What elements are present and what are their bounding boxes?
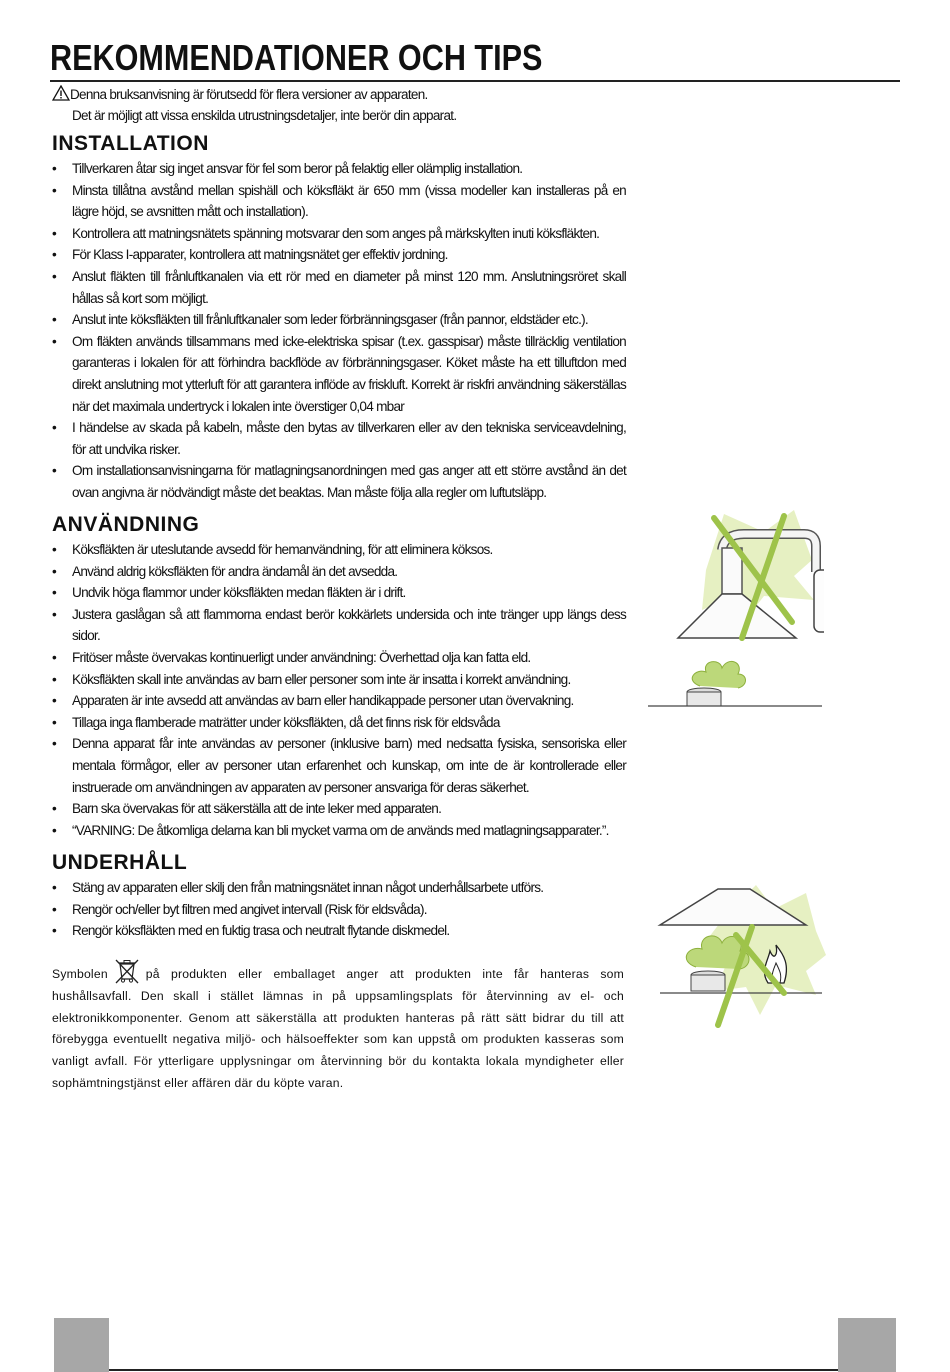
list-item: • Stäng av apparaten eller skilj den från matningsnätet innan något underhållsarbete utförs. (52, 877, 626, 899)
list-item: • “VARNING: De åtkomliga delarna kan bli mycket varma om de används med matlagningsapparater.”. (52, 820, 626, 842)
pot-shape (687, 692, 721, 706)
list-item: • Om installationsanvisningarna för matlagningsanordningen med gas anger att ett större avstånd än det ovan angivna är nödvändigt måste det beaktas. Man måste följa alla regler om luftutsläpp. (52, 460, 626, 503)
list-item: • Justera gaslågan så att flammorna endast berör kokkärlets undersida och inte tränger upp längs dess sidor. (52, 604, 626, 647)
crossed-out-wheelie-bin-icon (112, 958, 142, 984)
underhall-section (52, 849, 626, 942)
underhall-heading: UNDERHÅLL (52, 851, 188, 874)
list-item: • Minsta tillåtna avstånd mellan spishäll och köksfläkt är 650 mm (vissa modeller kan installeras på en lägre höjd, se avsnitten mått och installation). (52, 180, 626, 223)
disposal-paragraph (52, 958, 624, 1095)
list-item: • Använd aldrig köksfläkten för andra ändamål än det avsedda. (52, 561, 626, 583)
list-item: • Rengör och/eller byt filtren med angivet intervall (Risk för eldsvåda). (52, 899, 626, 921)
warning-icon (52, 85, 70, 101)
footer-tab-right (838, 1318, 896, 1372)
list-item: • Köksfläkten skall inte användas av barn eller personer som inte är insatta i korrekt användning. (52, 669, 626, 691)
list-item: • Denna apparat får inte användas av personer (inklusive barn) med nedsatta fysiska, sensoriska eller mentala förmågor, eller av personer utan erfarenhet och kunskap, om inte de är kontrollerade eller instruerade om användningen av apparaten av personer ansvariga för deras säkerhet. (52, 733, 626, 798)
anvandning-heading: ANVÄNDNING (52, 513, 200, 536)
list-item: • Barn ska övervakas för att säkerställa att de inte leker med apparaten. (52, 798, 626, 820)
list-item: • Undvik höga flammor under köksfläkten medan fläkten är i drift. (52, 582, 626, 604)
list-item: • Apparaten är inte avsedd att användas av barn eller handikappade personer utan övervakning. (52, 690, 626, 712)
installation-list (52, 158, 626, 504)
list-item: • Kontrollera att matningsnätets spänning motsvarar den som anges på märkskylten inuti köksfläkten. (52, 223, 626, 245)
installation-heading: INSTALLATION (52, 132, 209, 155)
list-item: • Anslut inte köksfläkten till frånluftkanaler som leder förbränningsgaser (från pannor, eldstäder etc.). (52, 309, 626, 331)
anvandning-section (52, 511, 626, 841)
list-item: • Köksfläkten är uteslutande avsedd för hemanvändning, för att eliminera köksos. (52, 539, 626, 561)
steam-cloud (692, 661, 745, 688)
page-title: REKOMMENDATIONER OCH TIPS (50, 37, 543, 78)
version-note-line-1: Denna bruksanvisning är förutsedd för flera versioner av apparaten. (70, 87, 428, 102)
anvandning-list (52, 539, 626, 841)
list-item: • Tillverkaren åtar sig inget ansvar för fel som beror på felaktig eller olämplig installation. (52, 158, 626, 180)
version-note-line-2: Det är möjligt att vissa enskilda utrustningsdetaljer, inte berör din apparat. (72, 108, 457, 123)
underhall-list (52, 877, 626, 942)
disposal-text-start: Symbolen (52, 967, 108, 981)
footer-rule (109, 1369, 838, 1371)
list-item: • Anslut fläkten till frånluftkanalen via ett rör med en diameter på minst 120 mm. Anslutningsröret skall hållas så kort som möjligt. (52, 266, 626, 309)
list-item: • För Klass I-apparater, kontrollera att matningsnätet ger effektiv jordning. (52, 244, 626, 266)
installation-section (52, 130, 626, 504)
hood-flue-prohibited-illustration (644, 510, 824, 710)
page-title-bar (50, 36, 900, 82)
disposal-text-rest: på produkten eller emballaget anger att produkten inte får hanteras som hushållsavfall. Den skall i stället lämnas in på uppsamlingsplats för återvinning av el- och elektronikkomponenter. Genom att säkerställa att produkten hanteras på rätt sätt bidrar du till att förebygga eventuellt negativa miljö- och hälsoeffekter som kan uppstå om produkten kasseras som vanligt avfall. För ytterligare upplysningar om återvinning bör du kontakta lokala myndigheter eller sophämtningstjänst eller affären där du köpte varan. (52, 967, 624, 1090)
list-item: • Fritöser måste övervakas kontinuerligt under användning: Överhettad olja kan fatta eld. (52, 647, 626, 669)
list-item: • I händelse av skada på kabeln, måste den bytas av tillverkaren eller av den tekniska serviceavdelning, för att undvika risker. (52, 417, 626, 460)
version-note (52, 84, 456, 126)
hood-flame-prohibited-illustration (656, 875, 826, 1035)
list-item: • Tillaga inga flamberade maträtter under köksfläkten, då det finns risk för eldsvåda (52, 712, 626, 734)
footer-tab-left (54, 1318, 109, 1372)
list-item: • Rengör köksfläkten med en fuktig trasa och neutralt flytande diskmedel. (52, 920, 626, 942)
pot-shape (691, 975, 725, 991)
list-item: • Om fläkten används tillsammans med icke-elektriska spisar (t.ex. gasspisar) måste tillräcklig ventilation garanteras i lokalen för att förhindra backflöde av förbränningsgaser. Köket måste ha ett tilluftdon med direkt anslutning mot ytterluft för att garantera inflöde av friskluft. Korrekt är riskfri användning säkerställas när det maximala undertryck i lokalen inte överstiger 0,04 mbar (52, 331, 626, 417)
boiler-shape (814, 570, 824, 632)
